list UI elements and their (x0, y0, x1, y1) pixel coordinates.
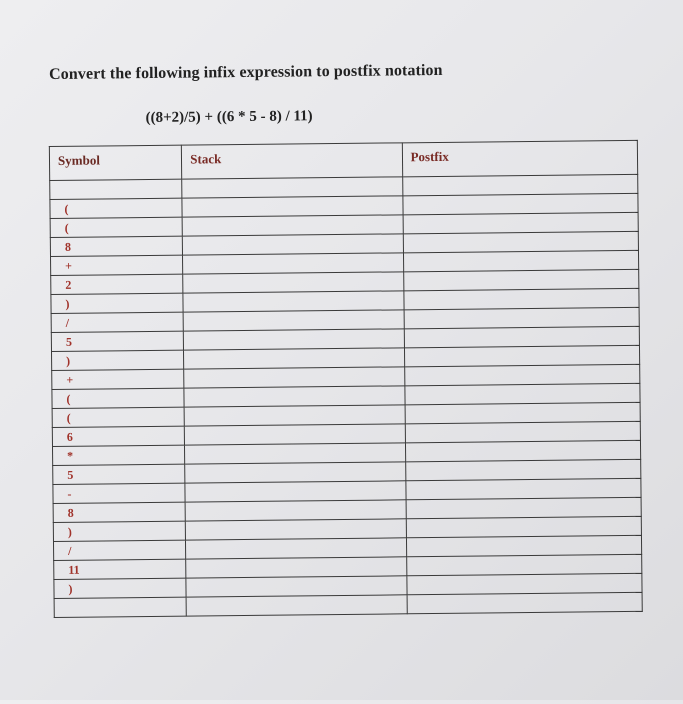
postfix-cell[interactable] (404, 307, 640, 328)
postfix-cell[interactable] (402, 174, 638, 195)
postfix-cell[interactable] (403, 231, 639, 252)
postfix-cell[interactable] (406, 535, 642, 556)
symbol-cell: ) (53, 521, 185, 541)
postfix-cell[interactable] (404, 364, 640, 385)
infix-expression: ((8+2)/5) + ((6 * 5 - 8) / 11) (145, 108, 313, 127)
stack-cell[interactable] (184, 367, 405, 388)
stack-cell[interactable] (185, 481, 406, 502)
symbol-cell: / (51, 312, 183, 332)
postfix-cell[interactable] (405, 440, 641, 461)
postfix-cell[interactable] (406, 497, 642, 518)
stack-cell[interactable] (184, 329, 405, 350)
symbol-cell: 5 (53, 464, 185, 484)
symbol-cell (54, 597, 186, 617)
symbol-cell: + (52, 369, 184, 389)
stack-cell[interactable] (185, 462, 406, 483)
stack-cell[interactable] (184, 348, 405, 369)
postfix-cell[interactable] (404, 383, 640, 404)
symbol-cell: + (51, 255, 183, 275)
symbol-cell: / (53, 540, 185, 560)
header-stack: Stack (182, 143, 403, 179)
stack-cell[interactable] (184, 405, 405, 426)
symbol-cell: ( (52, 388, 184, 408)
stack-cell[interactable] (184, 386, 405, 407)
stack-cell[interactable] (183, 253, 404, 274)
postfix-cell[interactable] (403, 250, 639, 271)
symbol-cell: 2 (51, 274, 183, 294)
question-title: Convert the following infix expression to postfix notation (49, 61, 443, 84)
stack-cell[interactable] (186, 557, 407, 578)
stack-cell[interactable] (183, 272, 404, 293)
header-postfix: Postfix (402, 140, 638, 176)
symbol-cell: 8 (53, 502, 185, 522)
stack-cell[interactable] (185, 443, 406, 464)
postfix-cell[interactable] (403, 212, 639, 233)
stack-cell[interactable] (186, 595, 407, 616)
postfix-cell[interactable] (402, 193, 638, 214)
symbol-cell: 5 (51, 331, 183, 351)
stack-cell[interactable] (185, 424, 406, 445)
header-symbol: Symbol (49, 145, 182, 180)
postfix-cell[interactable] (403, 269, 639, 290)
postfix-cell[interactable] (406, 516, 642, 537)
stack-cell[interactable] (183, 310, 404, 331)
stack-cell[interactable] (182, 177, 403, 198)
symbol-cell: 11 (54, 559, 186, 579)
symbol-cell: ( (52, 407, 184, 427)
symbol-cell (50, 179, 182, 199)
postfix-cell[interactable] (404, 345, 640, 366)
symbol-cell: ) (54, 578, 186, 598)
conversion-table (49, 140, 643, 618)
symbol-cell: ( (50, 198, 182, 218)
stack-cell[interactable] (182, 215, 403, 236)
postfix-cell[interactable] (405, 402, 641, 423)
stack-cell[interactable] (183, 291, 404, 312)
symbol-cell: 6 (52, 426, 184, 446)
symbol-cell: * (52, 445, 184, 465)
postfix-cell[interactable] (407, 592, 643, 613)
stack-cell[interactable] (185, 500, 406, 521)
postfix-cell[interactable] (406, 573, 642, 594)
symbol-cell: ( (50, 217, 182, 237)
stack-cell[interactable] (186, 519, 407, 540)
stack-cell[interactable] (183, 234, 404, 255)
postfix-cell[interactable] (405, 459, 641, 480)
symbol-cell: - (53, 483, 185, 503)
stack-cell[interactable] (182, 196, 403, 217)
postfix-cell[interactable] (405, 421, 641, 442)
table-body (50, 174, 643, 617)
stack-cell[interactable] (186, 538, 407, 559)
postfix-cell[interactable] (406, 554, 642, 575)
symbol-cell: ) (52, 350, 184, 370)
symbol-cell: ) (51, 293, 183, 313)
postfix-cell[interactable] (404, 326, 640, 347)
symbol-cell: 8 (50, 236, 182, 256)
postfix-cell[interactable] (405, 478, 641, 499)
stack-cell[interactable] (186, 576, 407, 597)
postfix-cell[interactable] (403, 288, 639, 309)
